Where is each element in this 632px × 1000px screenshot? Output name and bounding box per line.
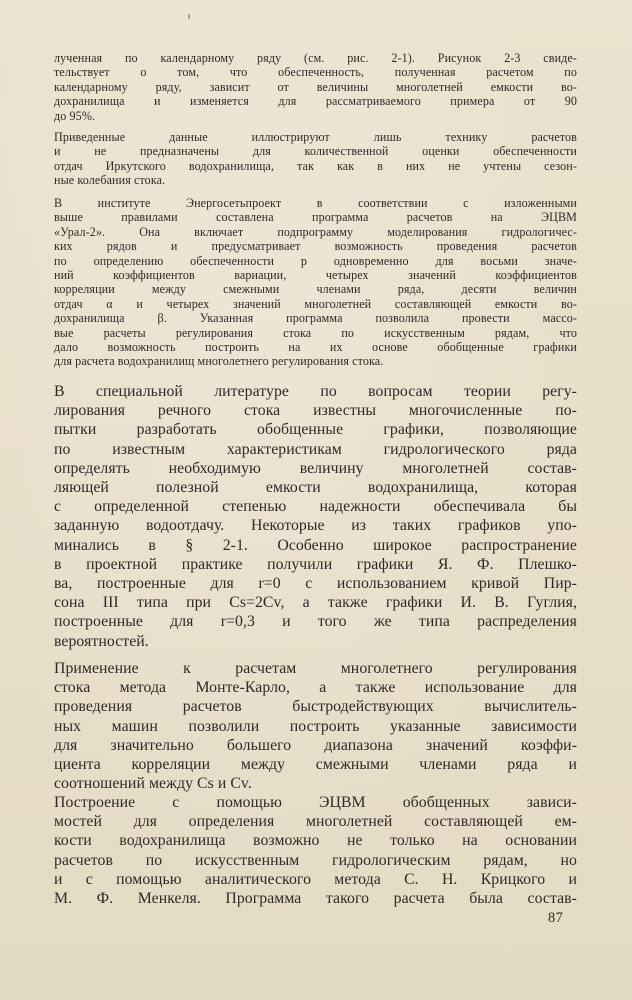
paragraph-2 [54, 130, 577, 188]
text-line: отдач Иркутского водохранилища, так как в них не учтены сезон- [54, 158, 577, 173]
text-line: заданную водоотдачу. Некоторые из таких графиков упо- [54, 517, 577, 535]
text-line: и не предназначены для количественной оценки обеспеченности [54, 144, 577, 159]
text-line: лученная по календарному ряду (см. рис. 2-1). Рисунок 2-3 свиде- [54, 51, 577, 65]
text-line: ва, построенные для r=0 с использованием кривой Пир- [54, 575, 577, 593]
paragraph-4 [54, 382, 577, 651]
text-line: для расчета водохранилищ многолетнего регулирования стока. [54, 354, 384, 369]
text-line: ний коэффициентов вариации, четырех значений коэффициентов [54, 268, 577, 283]
text-line: расчетов по искусственным гидрологическим рядам, но [54, 851, 577, 869]
text-line: ных машин позволили построить указанные зависимости [54, 717, 577, 735]
paragraph-5 [54, 659, 577, 793]
text-line: дало возможность построить на их основе обобщенные графики [54, 340, 577, 355]
text-line: Приведенные данные иллюстрируют лишь технику расчетов [54, 130, 577, 144]
text-line: ные колебания стока. [54, 173, 166, 188]
text-line: вероятностей. [54, 632, 149, 650]
text-line: дохранилища и изменяется для рассматриваемого примера от 90 [54, 94, 577, 109]
text-line: выше правилами составлена программа расчетов на ЭЦВМ [54, 210, 577, 225]
text-line: вые расчеты регулирования стока по искусственным рядам, что [54, 325, 577, 340]
text-line: соотношений между Cs и Cv. [54, 775, 252, 793]
text-line: с определенной степенью надежности обеспечивала бы [54, 498, 577, 516]
text-line: лирования речного стока известны многочисленные по- [54, 402, 577, 420]
text-line: «Урал-2». Она включает подпрограмму моделирования гидрологичес- [54, 224, 577, 239]
text-line: корреляции между смежными членами ряда, десяти величин [54, 282, 577, 297]
page-number: 87 [548, 910, 564, 926]
paragraph-3 [54, 196, 577, 369]
text-line: построенные для r=0,3 и того же типа распределения [54, 613, 577, 631]
text-line: тельствует о том, что обеспеченность, полученная расчетом по [54, 65, 577, 80]
text-line: и с помощью аналитического метода С. Н. Крицкого и [54, 870, 577, 888]
text-line: пытки разработать обобщенные графики, позволяющие [54, 421, 577, 439]
text-line: мостей для определения многолетней составляющей ем- [54, 813, 577, 831]
text-line: по известным характеристикам гидрологического ряда [54, 440, 577, 458]
text-line: дохранилища β. Указанная программа позволила провести массо- [54, 311, 577, 326]
text-line: М. Ф. Менкеля. Программа такого расчета была состав- [54, 890, 577, 908]
text-line: Применение к расчетам многолетнего регулирования [54, 660, 577, 677]
text-line: сона III типа при Cs=2Cv, а также графики И. В. Гуглия, [54, 594, 577, 612]
paragraph-6 [54, 793, 577, 908]
text-line: проведения расчетов быстродействующих вычислитель- [54, 698, 577, 716]
text-line: до 95%. [54, 108, 96, 123]
text-line: В специальной литературе по вопросам теории регу- [54, 383, 577, 400]
text-line: по определению обеспеченности p одновременно для восьми значе- [54, 253, 577, 268]
text-line: календарному ряду, зависит от величины многолетней емкости во- [54, 79, 577, 94]
text-line: циента корреляции между смежными членами ряда и [54, 756, 577, 774]
paper-speck [188, 14, 190, 19]
paragraph-1 [54, 51, 577, 123]
text-line: стока метода Монте-Карло, а также использование для [54, 679, 577, 697]
text-line: в проектной практике получили графики Я. Ф. Плешко- [54, 555, 577, 573]
text-line: для значительно большего диапазона значений коэффи- [54, 736, 577, 754]
text-line: отдач α и четырех значений многолетней составляющей емкости во- [54, 296, 577, 311]
text-line: ляющей полезной емкости водохранилища, которая [54, 479, 577, 497]
text-line: ких рядов и предусматривает возможность проведения расчетов [54, 239, 577, 254]
text-line: Построение с помощью ЭЦВМ обобщенных зависи- [54, 794, 577, 811]
text-line: минались в § 2-1. Особенно широкое распространение [54, 536, 577, 554]
text-line: В институте Энергосетьпроект в соответствии с изложенными [54, 196, 577, 210]
text-line: кости водохранилища возможно не только на основании [54, 832, 577, 850]
text-line: определять необходимую величину многолетней состав- [54, 459, 577, 477]
